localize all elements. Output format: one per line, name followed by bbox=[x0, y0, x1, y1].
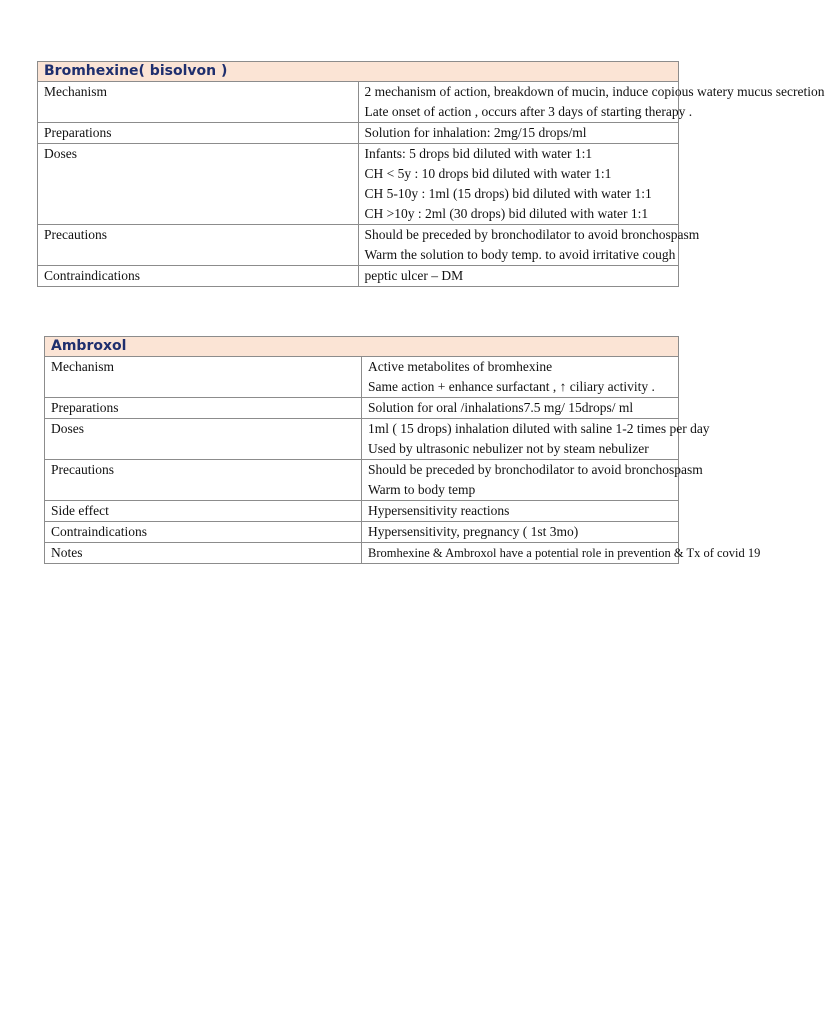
text-line: Should be preceded by bronchodilator to avoid bronchospasm bbox=[364, 227, 700, 242]
text-line: Solution for oral /inhalations7.5 mg/ 15drops/ ml bbox=[368, 400, 634, 415]
row-value-doses bbox=[358, 144, 679, 225]
row-label-side-effect: Side effect bbox=[45, 501, 362, 522]
ambroxol-table bbox=[44, 336, 761, 564]
text-line: Hypersensitivity reactions bbox=[368, 503, 510, 518]
text-line: Infants: 5 drops bid diluted with water 1:1 bbox=[364, 146, 593, 161]
table-row bbox=[38, 225, 679, 266]
text-line: Should be preceded by bronchodilator to avoid bronchospasm bbox=[368, 462, 703, 477]
table-title-row bbox=[38, 62, 679, 82]
text-line: CH >10y : 2ml (30 drops) bid diluted with water 1:1 bbox=[364, 206, 649, 221]
table-row bbox=[45, 357, 679, 398]
text-line: CH < 5y : 10 drops bid diluted with water 1:1 bbox=[364, 166, 612, 181]
row-value-doses bbox=[362, 419, 710, 460]
row-label-doses: Doses bbox=[45, 419, 362, 460]
row-value-mechanism bbox=[358, 82, 825, 123]
row-value-precautions bbox=[358, 225, 700, 266]
row-value-preparations bbox=[358, 123, 679, 144]
row-label-preparations: Preparations bbox=[38, 123, 359, 144]
row-label-notes: Notes bbox=[45, 543, 362, 564]
table-row bbox=[45, 419, 679, 460]
row-value-preparations bbox=[362, 398, 679, 419]
row-value-precautions bbox=[362, 460, 703, 501]
row-value-contraindications bbox=[358, 266, 679, 287]
text-line: Hypersensitivity, pregnancy ( 1st 3mo) bbox=[368, 524, 579, 539]
bromhexine-title: Bromhexine( bisolvon ) bbox=[38, 62, 679, 82]
text-line: peptic ulcer – DM bbox=[364, 268, 464, 283]
table-row bbox=[45, 501, 679, 522]
row-label-contraindications: Contraindications bbox=[45, 522, 362, 543]
text-line: Used by ultrasonic nebulizer not by steam nebulizer bbox=[368, 441, 649, 456]
text-line: Active metabolites of bromhexine bbox=[368, 359, 553, 374]
ambroxol-title: Ambroxol bbox=[45, 337, 679, 357]
table-row bbox=[38, 82, 679, 123]
text-line: CH 5-10y : 1ml (15 drops) bid diluted with water 1:1 bbox=[364, 186, 652, 201]
text-line: Solution for inhalation: 2mg/15 drops/ml bbox=[364, 125, 587, 140]
row-label-doses: Doses bbox=[38, 144, 359, 225]
text-line: Warm to body temp bbox=[368, 482, 476, 497]
table-row bbox=[45, 460, 679, 501]
row-value-notes bbox=[362, 543, 761, 564]
text-line: Same action + enhance surfactant , ↑ ciliary activity . bbox=[368, 379, 655, 394]
text-line: Late onset of action , occurs after 3 days of starting therapy . bbox=[364, 104, 693, 119]
table-row bbox=[45, 398, 679, 419]
row-value-contraindications bbox=[362, 522, 679, 543]
table-title-row bbox=[45, 337, 679, 357]
table-row bbox=[45, 543, 679, 564]
row-label-preparations: Preparations bbox=[45, 398, 362, 419]
row-value-mechanism bbox=[362, 357, 679, 398]
table-row bbox=[38, 144, 679, 225]
row-label-precautions: Precautions bbox=[45, 460, 362, 501]
row-label-contraindications: Contraindications bbox=[38, 266, 359, 287]
table-row bbox=[45, 522, 679, 543]
text-line: 2 mechanism of action, breakdown of mucin, induce copious watery mucus secretion bbox=[364, 84, 825, 99]
row-label-mechanism: Mechanism bbox=[38, 82, 359, 123]
row-value-side-effect bbox=[362, 501, 679, 522]
text-line: Warm the solution to body temp. to avoid irritative cough bbox=[364, 247, 676, 262]
bromhexine-table bbox=[37, 61, 825, 287]
table-row bbox=[38, 123, 679, 144]
text-line: 1ml ( 15 drops) inhalation diluted with saline 1-2 times per day bbox=[368, 421, 710, 436]
row-label-mechanism: Mechanism bbox=[45, 357, 362, 398]
text-line: Bromhexine & Ambroxol have a potential role in prevention & Tx of covid 19 bbox=[368, 546, 761, 560]
row-label-precautions: Precautions bbox=[38, 225, 359, 266]
table-row bbox=[38, 266, 679, 287]
